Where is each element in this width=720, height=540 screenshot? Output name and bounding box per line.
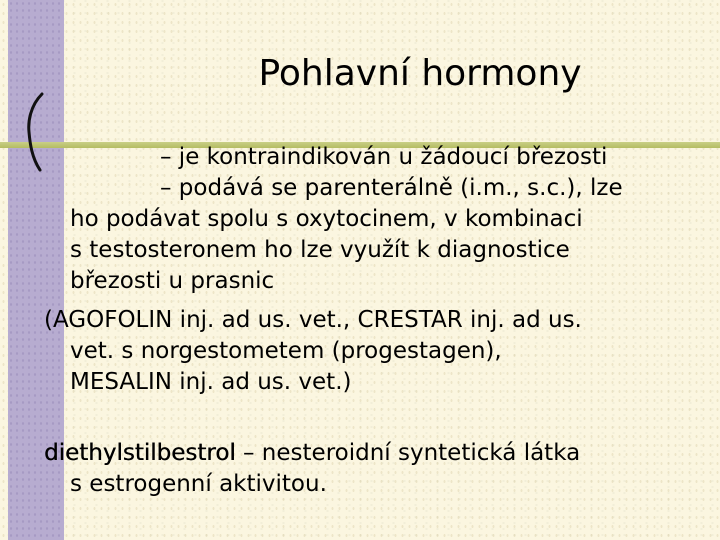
body-line-3: ho podávat spolu s oxytocinem, v kombinaci [70,206,583,232]
body-line-1: – je kontraindikován u žádoucí březosti [160,144,608,170]
body-line-5: březosti u prasnic [70,268,275,294]
body-line-2: – podává se parenterálně (i.m., s.c.), lze [160,175,623,201]
diethyl-paragraph-line-1 [44,438,580,469]
body-line-4: s testosteronem ho lze využít k diagnostice [70,237,570,263]
body-line-6: (AGOFOLIN inj. ad us. vet., CRESTAR inj. ad us. [44,307,582,333]
diethyl-paragraph-line-2: s estrogenní aktivitou. [70,471,327,497]
diethylstilbestrol-description: – nesteroidní syntetická látka [235,440,581,466]
body-line-8: MESALIN inj. ad us. vet.) [70,369,352,395]
diethylstilbestrol-term: diethylstilbestrol [44,440,236,466]
body-line-7: vet. s norgestometem (progestagen), [70,338,502,364]
page-title: Pohlavní hormony [258,53,582,94]
